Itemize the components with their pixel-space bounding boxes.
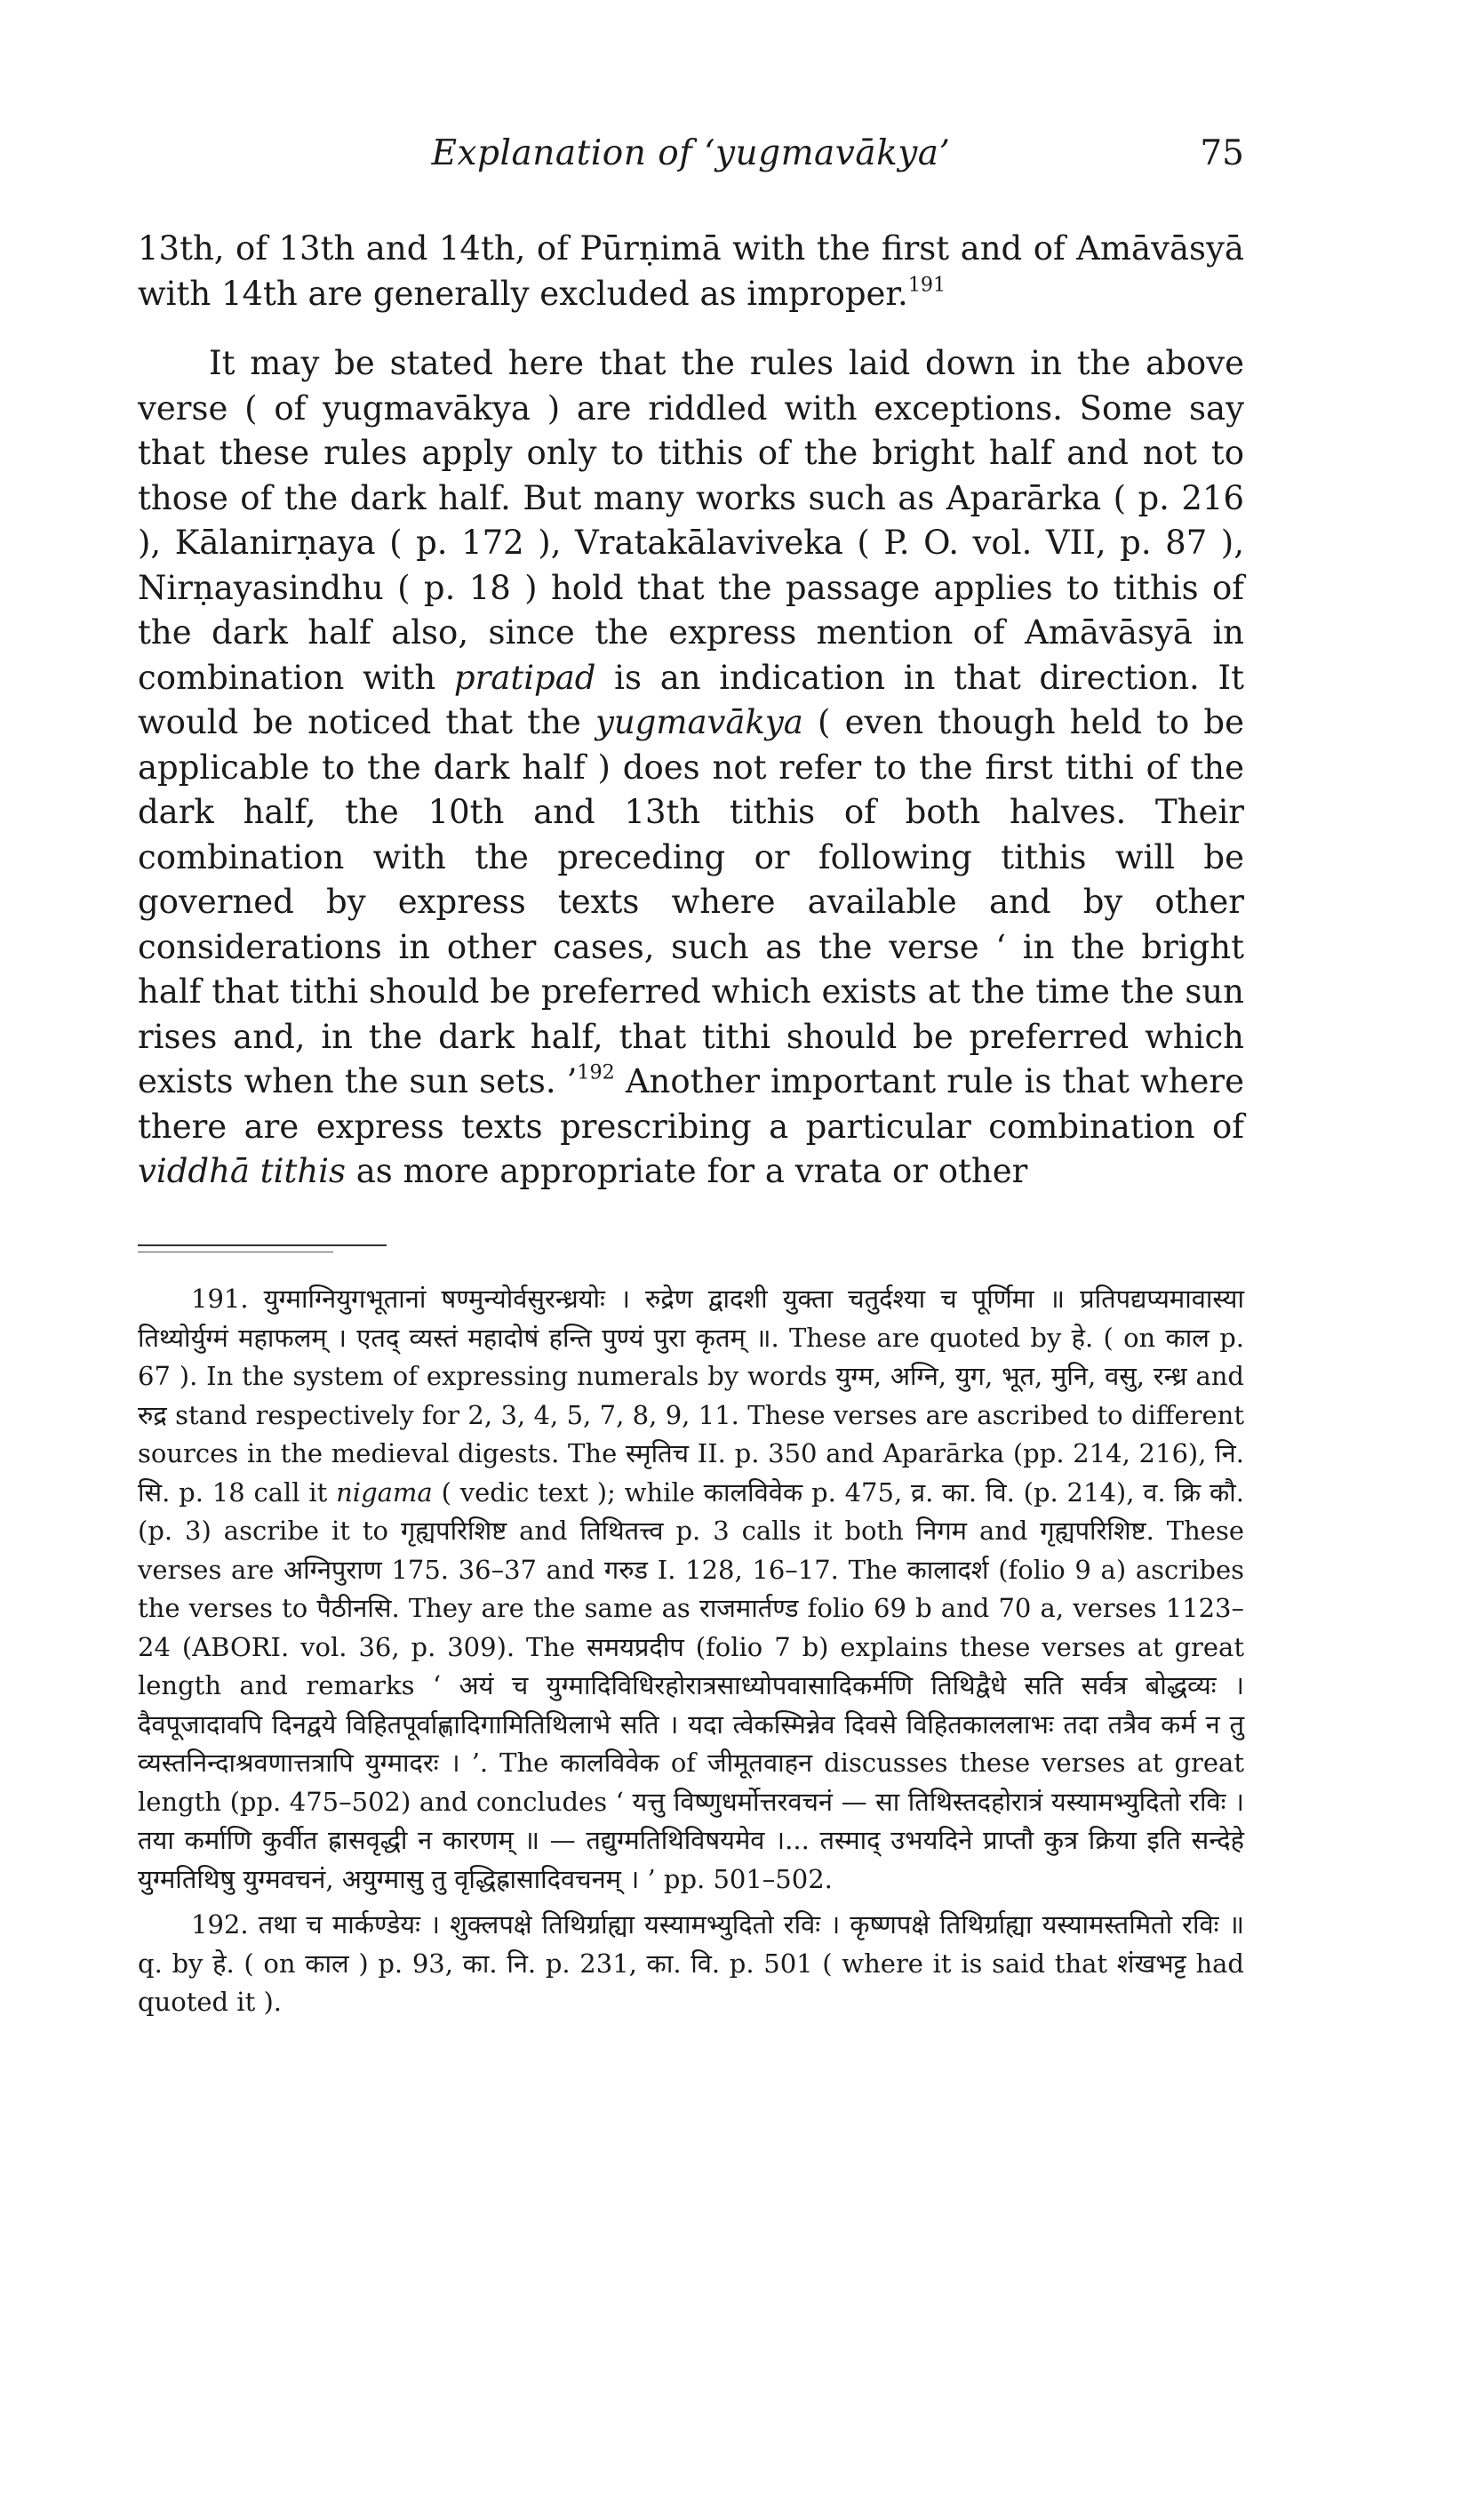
footnote-191-text-b: ( vedic text ); while कालविवेक p. 475, व्र. का. वि. (p. 214), व. क्रि कौ. (p. 3) ascribe it to गृह्यपरिशिष्ट and तिथितत्त्व p. 3 calls it both निगम and गृह्यपरिशिष्ट. These verses are अग्निपुराण 175. 36–37 and गरुड I. 128, 16–17. The कालादर्श (folio 9 a) ascribes the verses to पैठीनसि. They are the same as राजमार्तण्ड folio 69 b and 70 a, verses 1123–24 (ABORI. vol. 36, p. 309). The समयप्रदीप (folio 7 b) explains these verses at great length and remarks ‘ अयं च युग्मादिविधिरहोरात्रसाध्योपवासादिकर्मणि तिथिद्वैधे सति सर्वत्र बोद्धव्यः । दैवपूजादावपि दिनद्वये विहितपूर्वाह्णादिगामितिथिलाभे सति । यदा त्वेकस्मिन्नेव दिवसे विहितकाललाभः तदा तत्रैव कर्म न तु व्यस्तनिन्दाश्रवणात्तत्रापि युग्मादरः । ’. The कालविवेक of जीमूतवाहन discusses these verses at great length (pp. 475–502) and concludes ‘ यत्तु विष्णुधर्मोत्तरवचनं — सा तिथिस्तदहोरात्रं यस्यामभ्युदितो रविः । तया कर्माणि कुर्वीत ह्रासवृद्धी न कारणम् ॥ — तद्युग्मतिथिविषयमेव ।... तस्माद् उभयदिने प्राप्तौ कुत्र क्रिया इति सन्देहे युग्मतिथिषु युग्मवचनं, अयुग्मासु तु वृद्धिह्रासादिवचनम् । ’ pp. 501–502. [138,1476,1245,1894]
paragraph-2-text-c: ( even though held to be applicable to the dark half ) does not refer to the first tithi of the dark half, the 10th and 13th tithis of both halves. Their combination with the preceding or following tithis will be governed by express texts where available and by other considerations in other cases, such as the verse ‘ in the bright half that tithi should be preferred which exists at the time the sun rises and, in the dark half, that tithi should be preferred which exists when the sun sets. ’ [138,703,1244,1100]
footnote-divider [138,1244,387,1246]
footnote-ref-191: 191 [907,272,946,296]
paragraph-1-text: 13th, of 13th and 14th, of Pūrṇimā with the first and of Amāvāsyā with 14th are generally excluded as improper. [138,229,1244,313]
footnotes [138,1280,1244,2022]
paragraph-2-text-a: It may be stated here that the rules laid down in the above verse ( of yugmavākya ) are riddled with exceptions. Some say that these rules apply only to tithis of the bright half and not to those of the dark half. But many works such as Aparārka ( p. 216 ), Kālanirṇaya ( p. 172 ), Vratakālaviveka ( P. O. vol. VII, p. 87 ), Nirṇayasindhu ( p. 18 ) hold that the passage applies to tithis of the dark half also, since the express mention of Amāvāsyā in combination with [138,344,1244,697]
paragraph-2-text-d: Another important rule is that where there are express texts prescribing a particular combination of [138,1062,1245,1146]
paragraph-2-text-b: is an indication in that direction. It would be noticed that the [138,658,1245,741]
term-yugmavakya: yugmavākya [595,703,803,741]
paragraph-2-text-e: as more appropriate for a vrata or other [355,1152,1028,1190]
term-nigama: nigama [336,1476,433,1508]
footnote-ref-192: 192 [577,1060,615,1084]
footnote-191-label: 191. [191,1284,249,1314]
term-pratipad: pratipad [453,658,596,697]
page-number: 75 [1200,133,1244,173]
paragraph-2 [138,341,1244,1195]
term-viddha-tithis: viddhā tithis [138,1152,346,1190]
paragraph-1 [138,227,1244,316]
page-header [138,133,1244,187]
footnote-192-text: तथा च मार्कण्डेयः । शुक्लपक्षे तिथिर्ग्राह्या यस्यामभ्युदितो रविः । कृष्णपक्षे तिथिर्ग्राह्या यस्यामस्तमितो रविः ॥ q. by हे. ( on काल ) p. 93, का. नि. p. 231, का. वि. p. 501 ( where it is said that शंखभट्ट had quoted it ). [138,1909,1245,2017]
running-title: Explanation of ‘yugmavākya’ [431,133,951,173]
footnote-191-text-a: युग्माग्नियुगभूतानां षण्मुन्योर्वसुरन्ध्रयोः । रुद्रेण द्वादशी युक्ता चतुर्दश्या च पूर्णिमा ॥ प्रतिपद्यप्यमावास्या तिथ्योर्युग्मं महाफलम् । एतद् व्यस्तं महादोषं हन्ति पुण्यं पुरा कृतम् ॥. These are quoted by हे. ( on काल p. 67 ). In the system of expressing numerals by words युग्म, अग्नि, युग, भूत, मुनि, वसु, रन्ध्र and रुद्र stand respectively for 2, 3, 4, 5, 7, 8, 9, 11. These verses are ascribed to different sources in the medieval digests. The स्मृतिच II. p. 350 and Aparārka (pp. 214, 216), नि. सि. p. 18 call it [138,1284,1245,1508]
footnote-192-label: 192. [191,1909,249,1940]
main-text [138,227,1244,1195]
footnote-191 [138,1280,1244,1899]
footnote-192 [138,1906,1244,2022]
